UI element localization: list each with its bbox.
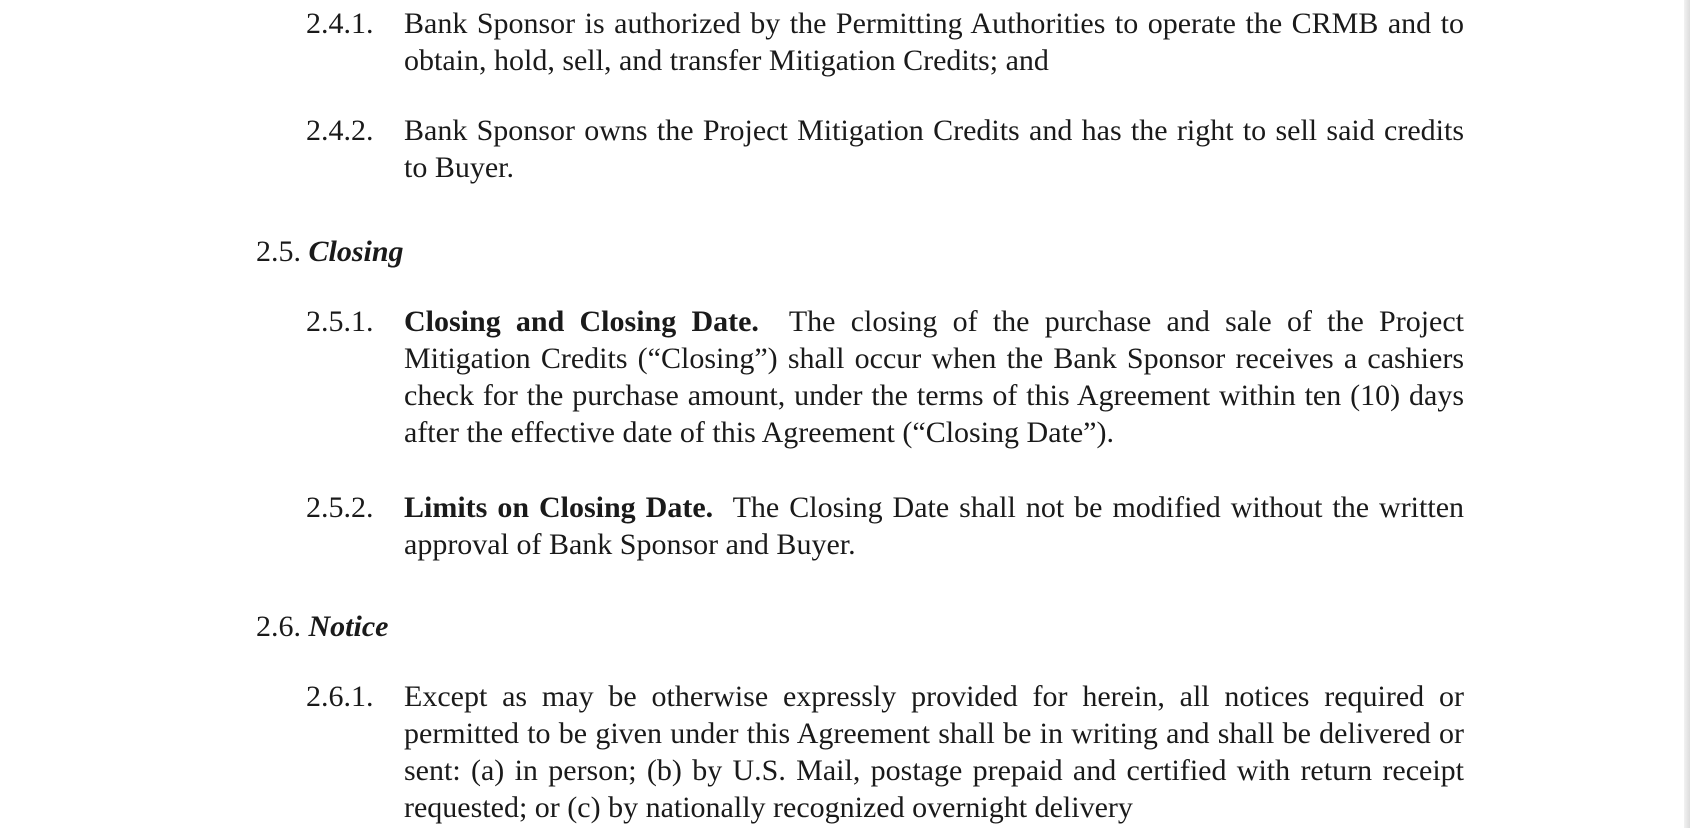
section-title: Closing [308,235,404,268]
clause-number: 2.4.1. [306,7,374,40]
clause-lead: Limits on Closing Date. [404,491,714,524]
section-number: 2.6. [256,610,301,643]
clause-text [404,303,1464,451]
section-heading-2-6 [256,608,388,645]
clause-text: Except as may be otherwise expressly provided for herein, all notices required or permitted to be given under this Agreement shall be in writing and shall be delivered or sent: (a) in person; (b) by U.S. Mail, postage prepaid and certified with return receipt requested; or (c) by nationally recognized overnight delivery [404,680,1464,824]
clause-lead: Closing and Closing Date. [404,305,759,338]
clause-body: The closing of the purchase and sale of the Project Mitigation Credits (“Closing”) shall occur when the Bank Sponsor receives a cashiers check for the purchase amount, under the terms of this Agreement within ten (10) days after the effective date of this Agreement (“Closing Date”). [404,305,1465,449]
clause-number: 2.5.1. [306,305,374,338]
clause-number: 2.5.2. [306,491,374,524]
section-heading-2-5 [256,233,404,270]
section-title: Notice [308,610,389,643]
clause-number: 2.4.2. [306,114,374,147]
clause-body: The Closing Date shall not be modified without the written approval of Bank Sponsor and Buyer. [404,491,1465,561]
page-edge-shadow [1684,0,1690,828]
clause-text [404,489,1464,563]
clause-text: Bank Sponsor is authorized by the Permitting Authorities to operate the CRMB and to obtain, hold, sell, and transfer Mitigation Credits; and [404,7,1464,77]
clause-number: 2.6.1. [306,680,374,713]
section-number: 2.5. [256,235,301,268]
clause-text: Bank Sponsor owns the Project Mitigation Credits and has the right to sell said credits to Buyer. [404,114,1464,184]
